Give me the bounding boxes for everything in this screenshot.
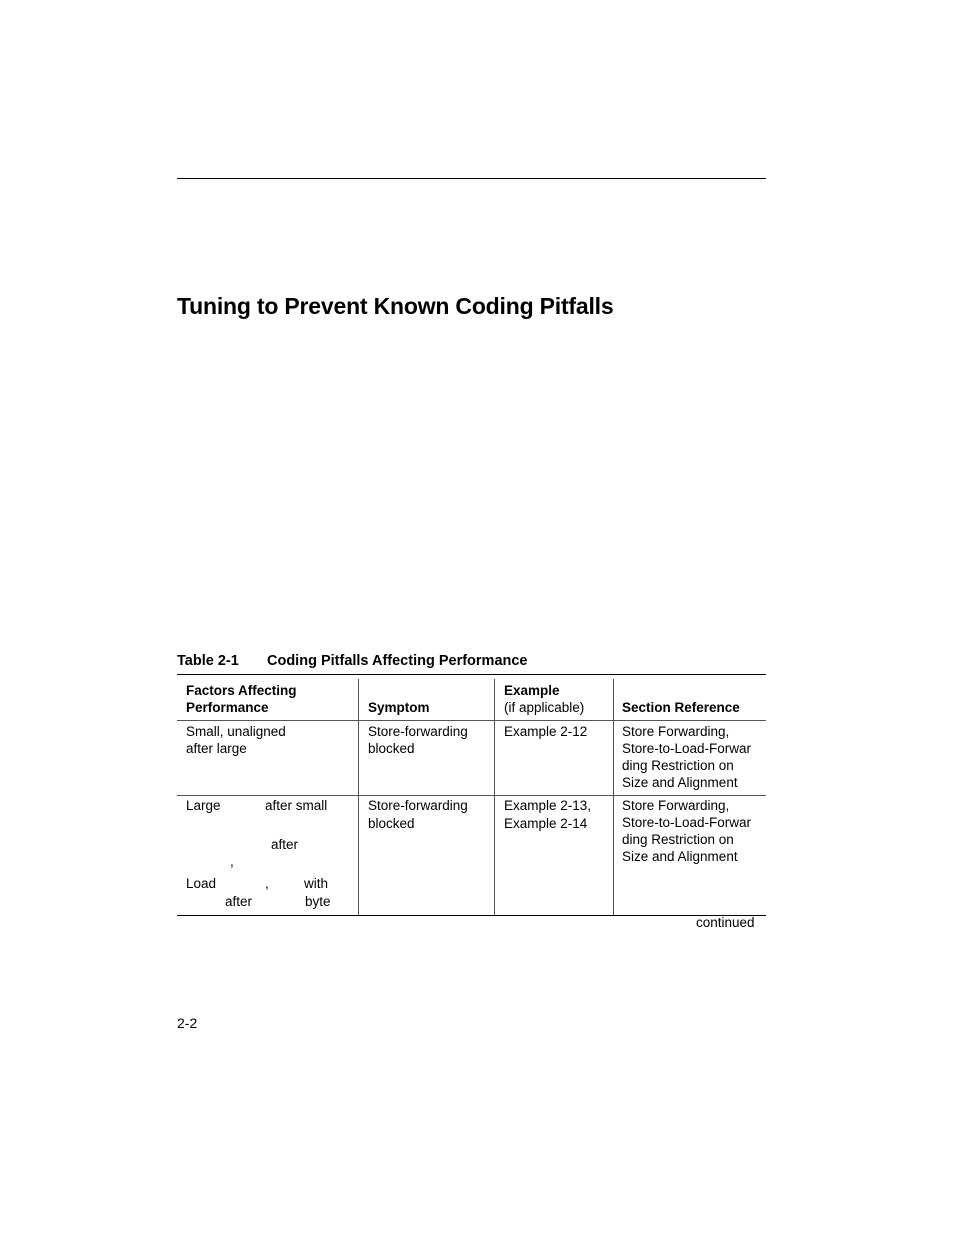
column-divider xyxy=(494,679,495,915)
table-caption xyxy=(177,653,528,669)
row-divider xyxy=(177,795,766,796)
row2-factor-fragment: , xyxy=(265,876,269,891)
row2-ref-line4: Size and Alignment xyxy=(622,849,738,864)
row2-ref-line1: Store Forwarding, xyxy=(622,798,730,813)
section-title: Tuning to Prevent Known Coding Pitfalls xyxy=(177,293,614,319)
row2-ref-line3: ding Restriction on xyxy=(622,832,734,847)
row2-symptom-line1: Store-forwarding xyxy=(368,798,468,813)
row2-factor-fragment: Load xyxy=(186,876,217,891)
header-example-title: Example xyxy=(504,683,560,698)
header-factors-line1: Factors Affecting xyxy=(186,683,297,698)
row2-symptom xyxy=(368,797,468,833)
row2-example-line2: Example 2-14 xyxy=(504,816,588,831)
header-example-sub: (if applicable) xyxy=(504,700,585,715)
table-caption-text: Coding Pitfalls Affecting Performance xyxy=(267,653,528,669)
row2-factor-fragment: byte xyxy=(305,894,331,909)
row2-factor-fragment: after small xyxy=(265,798,328,813)
row1-example: Example 2-12 xyxy=(504,724,588,739)
table-continued-note: continued xyxy=(696,915,755,930)
row1-symptom-line2: blocked xyxy=(368,741,415,756)
row1-ref-line3: ding Restriction on xyxy=(622,758,734,773)
row2-example-line1: Example 2-13, xyxy=(504,798,592,813)
row1-factor xyxy=(186,723,286,757)
row1-factor-line2: after large xyxy=(186,741,247,756)
header-example xyxy=(504,682,584,716)
row2-ref-line2: Store-to-Load-Forwar xyxy=(622,815,752,830)
header-symptom: Symptom xyxy=(368,700,430,715)
row1-ref-line2: Store-to-Load-Forwar xyxy=(622,741,752,756)
row1-ref-line1: Store Forwarding, xyxy=(622,724,730,739)
column-divider xyxy=(613,679,614,915)
row2-factor-fragment: after xyxy=(271,837,299,852)
row1-symptom xyxy=(368,723,468,757)
table-number: Table 2-1 xyxy=(177,653,239,669)
row1-factor-line1: Small, unaligned xyxy=(186,724,286,739)
row2-factor-fragment: after xyxy=(225,894,253,909)
row2-example xyxy=(504,797,591,833)
row1-ref-line4: Size and Alignment xyxy=(622,775,738,790)
header-factors-line2: Performance xyxy=(186,700,269,715)
row2-factor-fragment: with xyxy=(304,876,329,891)
row1-symptom-line1: Store-forwarding xyxy=(368,724,468,739)
row2-factor-fragment: Large xyxy=(186,798,221,813)
row1-section-reference xyxy=(622,723,751,791)
column-divider xyxy=(358,679,359,915)
page-number: 2-2 xyxy=(177,1015,198,1031)
header-rule xyxy=(177,178,766,179)
header-divider xyxy=(177,720,766,721)
row2-symptom-line2: blocked xyxy=(368,816,415,831)
pitfalls-table xyxy=(177,674,766,916)
header-factors xyxy=(186,682,297,716)
row2-factor-fragment: , xyxy=(230,854,234,869)
row2-section-reference xyxy=(622,797,751,865)
header-section-reference: Section Reference xyxy=(622,700,740,715)
